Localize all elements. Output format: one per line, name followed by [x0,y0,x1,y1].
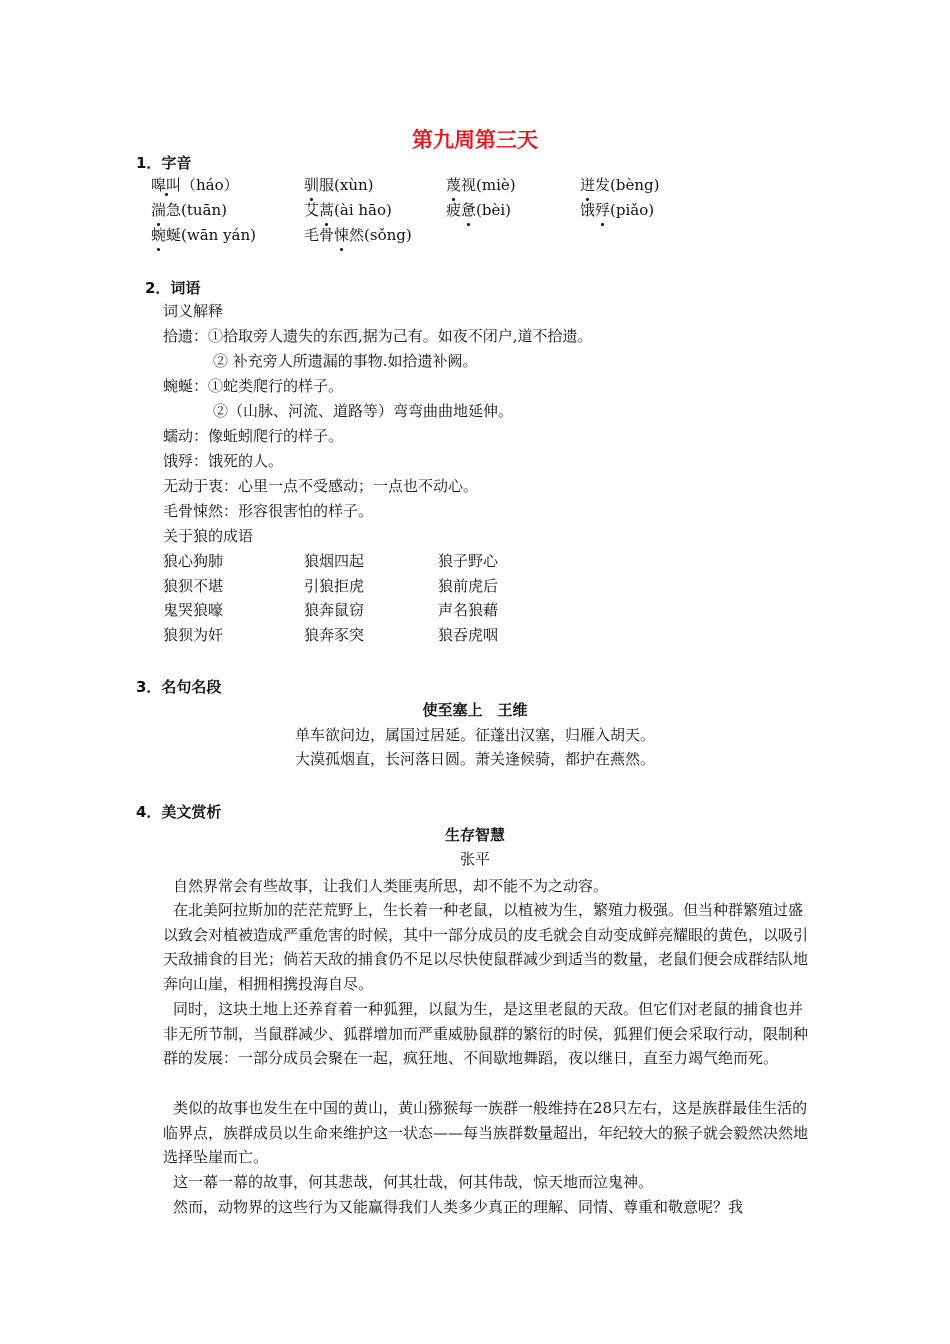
article-title: 生存智慧 [444,826,505,844]
pronunciation-item: 艾蒿(ài hāo) [304,201,392,219]
article-paragraph: 然而，动物界的这些行为又能赢得我们人类多少真正的理解、同情、尊重和敬意呢？我 [173,1198,744,1216]
definition-line: 蜿蜒：①蛇类爬行的样子。 [163,377,344,395]
idiom: 狼前虎后 [438,577,499,595]
idiom: 鬼哭狼嚎 [163,601,224,619]
idiom: 狼子野心 [438,552,499,570]
pronunciation-item: 迸发(bèng) [580,176,660,194]
definition-line: 蠕动：像蚯蚓爬行的样子。 [163,427,344,445]
article-paragraph: 同时，这块土地上还养育着一种狐狸，以鼠为生，是这里老鼠的天敌。但它们对老鼠的捕食也并非无所节制，当鼠群减少、狐群增加而严重威胁鼠群的繁衍的时侯，狐狸们便会采取行动，限制种群的发展：一部分成员会聚在一起，疯狂地、不间歇地舞蹈，夜以继日，直至力竭气绝而死。 [163,1000,809,1068]
definition-line: ②（山脉、河流、道路等）弯弯曲曲地延伸。 [213,402,514,420]
poem-line: 大漠孤烟直，长河落日圆。萧关逢候骑，都护在燕然。 [294,750,655,768]
pronunciation-item: 疲惫(bèi) [446,201,512,219]
idiom: 狼心狗肺 [163,552,224,570]
definition-line: 拾遗：①拾取旁人遗失的东西,据为己有。如夜不闭户,道不拾遗。 [163,327,593,345]
poem-line: 单车欲问边，属国过居延。征蓬出汉塞，归雁入胡天。 [294,726,655,744]
definition-line: 无动于衷：心里一点不受感动；一点也不动心。 [163,477,479,495]
definition-line: 毛骨悚然：形容很害怕的样子。 [163,502,374,520]
section-heading-pronunciation: 1．字音 [136,154,192,172]
pronunciation-item: 湍急(tuān) [151,201,228,219]
section-heading-quotes: 3．名句名段 [136,678,222,696]
idiom: 狼吞虎咽 [438,626,499,644]
section-heading-vocabulary: 2．词语 [145,279,201,297]
page-title: 第九周第三天 [412,128,538,152]
idiom: 狼奔鼠窃 [304,601,365,619]
article-paragraph: 这一幕一幕的故事，何其悲哉，何其壮哉，何其伟哉，惊天地而泣鬼神。 [173,1173,654,1191]
article-paragraph: 在北美阿拉斯加的茫茫荒野上，生长着一种老鼠，以植被为生，繁殖力极强。但当种群繁殖过盛以致会对植被造成严重危害的时候，其中一部分成员的皮毛就会自动变成鲜亮耀眼的黄色，以吸引天敌捕食的目光；倘若天敌的捕食仍不足以尽快使鼠群减少到适当的数量，老鼠们便会成群结队地奔向山崖，相拥相携投海自尽。 [163,901,809,993]
idiom: 狼奔豕突 [304,626,365,644]
idiom: 狼烟四起 [304,552,365,570]
definition-line: 饿殍：饿死的人。 [163,452,284,470]
idiom: 引狼拒虎 [304,577,365,595]
pronunciation-item: 驯服(xùn) [304,176,374,194]
definition-line: ② 补充旁人所遗漏的事物.如拾遗补阙。 [213,352,478,370]
pronunciation-item: 嗥叫（háo） [151,176,239,194]
idiom: 狼狈不堪 [163,577,224,595]
pronunciation-item: 蔑视(miè) [446,176,516,194]
pronunciation-item: 饿殍(piǎo) [580,201,655,219]
subheading-definitions: 词义解释 [163,302,224,320]
pronunciation-item: 蜿蜒(wān yán) [151,226,257,244]
article-paragraph: 自然界常会有些故事，让我们人类匪夷所思，却不能不为之动容。 [173,877,609,895]
pronunciation-item: 毛骨悚然(sǒng) [304,226,412,244]
article-author: 张平 [459,850,490,868]
idiom: 狼狈为奸 [163,626,224,644]
article-paragraph: 类似的故事也发生在中国的黄山，黄山猕猴每一族群一般维持在28只左右，这是族群最佳生活的临界点，族群成员以生命来维护这一状态——每当族群数量超出，年纪较大的猴子就会毅然决然地选择坠崖而亡。 [163,1099,809,1167]
section-heading-appreciation: 4．美文赏析 [136,803,222,821]
poem-title: 使至塞上 王维 [422,701,528,719]
idioms-heading: 关于狼的成语 [163,527,254,545]
idiom: 声名狼藉 [438,601,499,619]
